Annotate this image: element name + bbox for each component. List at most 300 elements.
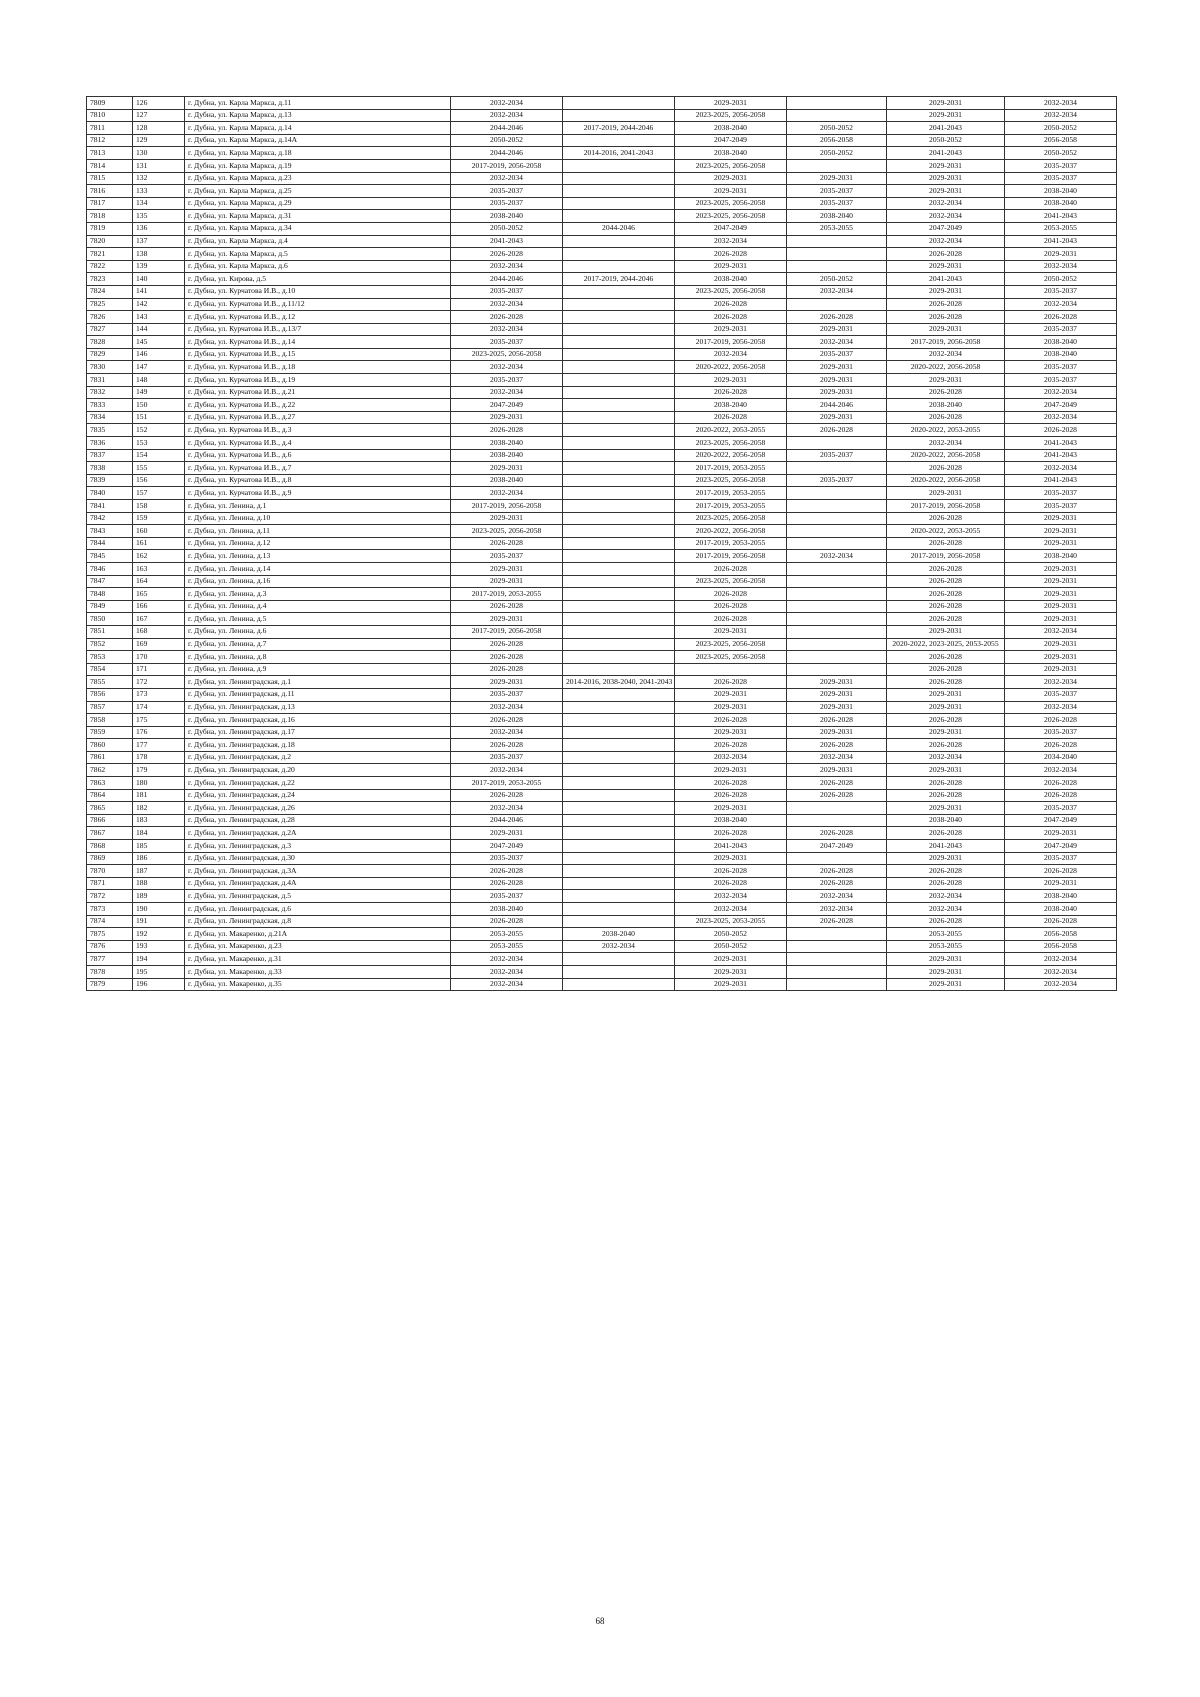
- row-period-1: 2035-2037: [451, 852, 563, 865]
- row-number: 190: [133, 903, 185, 916]
- row-period-6: 2029-2031: [1005, 600, 1117, 613]
- table-row: [87, 386, 1117, 399]
- row-address: г. Дубна, ул. Карла Маркса, д.25: [185, 185, 451, 198]
- row-period-1: 2032-2034: [451, 298, 563, 311]
- row-period-1: 2029-2031: [451, 613, 563, 626]
- row-number: 168: [133, 625, 185, 638]
- row-period-2: [563, 361, 675, 374]
- row-period-1: 2053-2055: [451, 928, 563, 941]
- row-period-4: 2032-2034: [787, 550, 887, 563]
- row-period-4: 2029-2031: [787, 676, 887, 689]
- row-code: 7827: [87, 323, 133, 336]
- row-code: 7817: [87, 197, 133, 210]
- row-address: г. Дубна, ул. Ленинградская, д.3: [185, 840, 451, 853]
- row-period-4: [787, 298, 887, 311]
- row-number: 145: [133, 336, 185, 349]
- row-code: 7865: [87, 802, 133, 815]
- row-period-6: 2032-2034: [1005, 953, 1117, 966]
- row-period-6: 2035-2037: [1005, 487, 1117, 500]
- row-period-4: [787, 525, 887, 538]
- row-code: 7832: [87, 386, 133, 399]
- row-number: 176: [133, 726, 185, 739]
- row-period-1: 2017-2019, 2053-2055: [451, 588, 563, 601]
- row-period-3: 2038-2040: [675, 399, 787, 412]
- row-period-5: 2026-2028: [887, 827, 1005, 840]
- row-period-2: [563, 487, 675, 500]
- row-code: 7879: [87, 978, 133, 991]
- row-period-6: 2038-2040: [1005, 348, 1117, 361]
- row-period-1: 2032-2034: [451, 487, 563, 500]
- row-period-5: 2026-2028: [887, 248, 1005, 261]
- table-row: [87, 437, 1117, 450]
- row-period-6: 2032-2034: [1005, 97, 1117, 110]
- table-row: [87, 248, 1117, 261]
- row-period-6: 2038-2040: [1005, 185, 1117, 198]
- row-period-2: [563, 978, 675, 991]
- row-period-6: 2029-2031: [1005, 613, 1117, 626]
- table-row: [87, 235, 1117, 248]
- row-period-3: 2020-2022, 2056-2058: [675, 449, 787, 462]
- row-period-4: 2032-2034: [787, 890, 887, 903]
- row-period-2: [563, 789, 675, 802]
- table-row: [87, 588, 1117, 601]
- row-code: 7852: [87, 638, 133, 651]
- row-period-3: 2029-2031: [675, 978, 787, 991]
- row-number: 127: [133, 109, 185, 122]
- row-period-6: 2029-2031: [1005, 638, 1117, 651]
- table-row: [87, 487, 1117, 500]
- row-period-5: 2053-2055: [887, 928, 1005, 941]
- row-address: г. Дубна, ул. Курчатова И.В., д.27: [185, 411, 451, 424]
- row-period-6: 2038-2040: [1005, 903, 1117, 916]
- row-period-1: 2047-2049: [451, 840, 563, 853]
- row-number: 134: [133, 197, 185, 210]
- row-number: 158: [133, 500, 185, 513]
- row-code: 7819: [87, 222, 133, 235]
- row-period-1: 2029-2031: [451, 411, 563, 424]
- table-row: [87, 411, 1117, 424]
- row-address: г. Дубна, ул. Карла Маркса, д.31: [185, 210, 451, 223]
- row-period-5: 2026-2028: [887, 462, 1005, 475]
- row-period-2: [563, 285, 675, 298]
- row-period-2: [563, 865, 675, 878]
- row-number: 162: [133, 550, 185, 563]
- row-period-4: 2026-2028: [787, 739, 887, 752]
- row-period-6: 2053-2055: [1005, 222, 1117, 235]
- row-period-1: 2029-2031: [451, 512, 563, 525]
- row-period-2: [563, 802, 675, 815]
- row-period-2: [563, 462, 675, 475]
- row-number: 192: [133, 928, 185, 941]
- row-code: 7846: [87, 562, 133, 575]
- table-row: [87, 500, 1117, 513]
- table-row: [87, 625, 1117, 638]
- row-number: 180: [133, 777, 185, 790]
- row-code: 7878: [87, 965, 133, 978]
- row-period-4: 2029-2031: [787, 701, 887, 714]
- row-period-5: 2029-2031: [887, 688, 1005, 701]
- row-period-2: [563, 235, 675, 248]
- row-period-4: [787, 97, 887, 110]
- row-period-1: 2047-2049: [451, 399, 563, 412]
- row-period-1: 2032-2034: [451, 323, 563, 336]
- row-address: г. Дубна, ул. Кирова, д.5: [185, 273, 451, 286]
- row-code: 7812: [87, 134, 133, 147]
- table-row: [87, 714, 1117, 727]
- row-code: 7861: [87, 751, 133, 764]
- row-period-6: 2038-2040: [1005, 550, 1117, 563]
- row-period-1: 2032-2034: [451, 701, 563, 714]
- row-period-5: 2026-2028: [887, 915, 1005, 928]
- row-period-2: [563, 386, 675, 399]
- row-code: 7840: [87, 487, 133, 500]
- row-number: 140: [133, 273, 185, 286]
- row-period-1: 2032-2034: [451, 802, 563, 815]
- row-period-6: 2035-2037: [1005, 172, 1117, 185]
- row-period-2: [563, 739, 675, 752]
- row-code: 7810: [87, 109, 133, 122]
- row-period-3: 2038-2040: [675, 273, 787, 286]
- row-period-4: [787, 512, 887, 525]
- row-period-1: 2026-2028: [451, 789, 563, 802]
- row-period-5: 2029-2031: [887, 109, 1005, 122]
- row-address: г. Дубна, ул. Ленина, д.8: [185, 651, 451, 664]
- row-period-4: [787, 814, 887, 827]
- table-row: [87, 285, 1117, 298]
- row-code: 7863: [87, 777, 133, 790]
- row-period-3: 2050-2052: [675, 940, 787, 953]
- row-code: 7847: [87, 575, 133, 588]
- row-period-2: [563, 437, 675, 450]
- row-period-3: 2026-2028: [675, 777, 787, 790]
- row-period-4: 2029-2031: [787, 323, 887, 336]
- table-row: [87, 424, 1117, 437]
- row-period-1: 2035-2037: [451, 285, 563, 298]
- row-period-2: 2017-2019, 2044-2046: [563, 273, 675, 286]
- table-row: [87, 877, 1117, 890]
- row-period-6: 2035-2037: [1005, 688, 1117, 701]
- row-period-4: [787, 953, 887, 966]
- row-period-2: [563, 336, 675, 349]
- row-period-5: 2029-2031: [887, 978, 1005, 991]
- row-period-1: 2026-2028: [451, 311, 563, 324]
- row-period-4: 2032-2034: [787, 903, 887, 916]
- table-row: [87, 789, 1117, 802]
- row-address: г. Дубна, ул. Ленина, д.4: [185, 600, 451, 613]
- row-address: г. Дубна, ул. Макаренко, д.21А: [185, 928, 451, 941]
- row-code: 7845: [87, 550, 133, 563]
- row-address: г. Дубна, ул. Ленинградская, д.13: [185, 701, 451, 714]
- table-row: [87, 739, 1117, 752]
- row-period-1: 2026-2028: [451, 877, 563, 890]
- row-period-6: 2029-2031: [1005, 877, 1117, 890]
- row-period-3: 2050-2052: [675, 928, 787, 941]
- row-number: 177: [133, 739, 185, 752]
- row-address: г. Дубна, ул. Карла Маркса, д.19: [185, 159, 451, 172]
- row-address: г. Дубна, ул. Ленинградская, д.30: [185, 852, 451, 865]
- row-period-4: [787, 562, 887, 575]
- row-period-5: 2026-2028: [887, 537, 1005, 550]
- row-number: 169: [133, 638, 185, 651]
- row-period-2: [563, 915, 675, 928]
- row-address: г. Дубна, ул. Ленинградская, д.11: [185, 688, 451, 701]
- row-code: 7828: [87, 336, 133, 349]
- row-address: г. Дубна, ул. Карла Маркса, д.34: [185, 222, 451, 235]
- row-address: г. Дубна, ул. Ленина, д.11: [185, 525, 451, 538]
- row-number: 133: [133, 185, 185, 198]
- row-code: 7868: [87, 840, 133, 853]
- row-period-6: 2032-2034: [1005, 764, 1117, 777]
- row-period-2: [563, 134, 675, 147]
- row-period-2: [563, 323, 675, 336]
- row-period-1: 2026-2028: [451, 638, 563, 651]
- row-period-5: 2047-2049: [887, 222, 1005, 235]
- row-period-2: [563, 588, 675, 601]
- row-period-1: 2032-2034: [451, 386, 563, 399]
- row-period-4: 2056-2058: [787, 134, 887, 147]
- row-period-3: 2029-2031: [675, 701, 787, 714]
- row-address: г. Дубна, ул. Ленина, д.7: [185, 638, 451, 651]
- row-number: 149: [133, 386, 185, 399]
- row-period-1: 2053-2055: [451, 940, 563, 953]
- row-period-2: [563, 399, 675, 412]
- row-period-6: 2035-2037: [1005, 159, 1117, 172]
- row-code: 7825: [87, 298, 133, 311]
- row-period-3: 2029-2031: [675, 374, 787, 387]
- row-period-5: 2029-2031: [887, 323, 1005, 336]
- row-address: г. Дубна, ул. Ленина, д.9: [185, 663, 451, 676]
- row-period-2: [563, 840, 675, 853]
- row-period-4: 2026-2028: [787, 424, 887, 437]
- table-row: [87, 676, 1117, 689]
- row-period-2: [563, 109, 675, 122]
- row-period-2: [563, 197, 675, 210]
- row-address: г. Дубна, ул. Карла Маркса, д.18: [185, 147, 451, 160]
- row-period-5: 2017-2019, 2056-2058: [887, 500, 1005, 513]
- row-period-1: 2032-2034: [451, 953, 563, 966]
- row-period-3: 2026-2028: [675, 248, 787, 261]
- row-period-1: 2026-2028: [451, 865, 563, 878]
- row-address: г. Дубна, ул. Ленина, д.12: [185, 537, 451, 550]
- row-period-2: [563, 965, 675, 978]
- row-number: 152: [133, 424, 185, 437]
- row-period-2: [563, 374, 675, 387]
- row-period-3: 2017-2019, 2053-2055: [675, 537, 787, 550]
- row-period-6: 2032-2034: [1005, 965, 1117, 978]
- row-period-3: 2026-2028: [675, 789, 787, 802]
- row-period-2: [563, 562, 675, 575]
- row-period-3: 2029-2031: [675, 726, 787, 739]
- row-number: 128: [133, 122, 185, 135]
- row-period-3: 2029-2031: [675, 172, 787, 185]
- row-period-6: 2047-2049: [1005, 399, 1117, 412]
- row-period-1: 2032-2034: [451, 260, 563, 273]
- row-period-4: 2029-2031: [787, 172, 887, 185]
- row-period-6: 2035-2037: [1005, 285, 1117, 298]
- row-code: 7823: [87, 273, 133, 286]
- row-period-3: 2023-2025, 2056-2058: [675, 197, 787, 210]
- table-row: [87, 802, 1117, 815]
- row-period-6: 2026-2028: [1005, 915, 1117, 928]
- row-period-3: 2038-2040: [675, 814, 787, 827]
- row-number: 182: [133, 802, 185, 815]
- row-period-3: 2029-2031: [675, 852, 787, 865]
- row-address: г. Дубна, ул. Карла Маркса, д.14: [185, 122, 451, 135]
- row-period-5: 2032-2034: [887, 197, 1005, 210]
- row-period-5: 2029-2031: [887, 625, 1005, 638]
- row-period-6: 2029-2031: [1005, 512, 1117, 525]
- table-row: [87, 97, 1117, 110]
- row-period-3: 2023-2025, 2056-2058: [675, 210, 787, 223]
- table-row: [87, 323, 1117, 336]
- row-period-1: 2035-2037: [451, 197, 563, 210]
- row-period-2: [563, 185, 675, 198]
- row-period-6: 2029-2031: [1005, 663, 1117, 676]
- row-period-6: 2032-2034: [1005, 260, 1117, 273]
- row-period-2: [563, 726, 675, 739]
- row-period-1: 2029-2031: [451, 575, 563, 588]
- row-address: г. Дубна, ул. Ленина, д.5: [185, 613, 451, 626]
- row-number: 179: [133, 764, 185, 777]
- row-period-3: 2029-2031: [675, 625, 787, 638]
- row-period-5: 2029-2031: [887, 764, 1005, 777]
- row-number: 138: [133, 248, 185, 261]
- row-period-3: 2029-2031: [675, 323, 787, 336]
- table-row: [87, 814, 1117, 827]
- row-period-1: 2026-2028: [451, 739, 563, 752]
- row-period-6: 2035-2037: [1005, 374, 1117, 387]
- row-period-4: [787, 260, 887, 273]
- row-period-5: 2029-2031: [887, 802, 1005, 815]
- row-period-1: 2032-2034: [451, 172, 563, 185]
- row-code: 7822: [87, 260, 133, 273]
- table-row: [87, 348, 1117, 361]
- row-period-1: 2029-2031: [451, 676, 563, 689]
- row-period-6: 2035-2037: [1005, 852, 1117, 865]
- row-period-5: 2029-2031: [887, 260, 1005, 273]
- row-period-6: 2029-2031: [1005, 525, 1117, 538]
- row-number: 185: [133, 840, 185, 853]
- table-row: [87, 550, 1117, 563]
- row-period-5: 2026-2028: [887, 411, 1005, 424]
- table-row: [87, 940, 1117, 953]
- row-number: 148: [133, 374, 185, 387]
- row-number: 163: [133, 562, 185, 575]
- row-number: 142: [133, 298, 185, 311]
- row-period-2: [563, 311, 675, 324]
- row-period-5: 2026-2028: [887, 777, 1005, 790]
- row-period-2: [563, 97, 675, 110]
- row-period-4: 2035-2037: [787, 474, 887, 487]
- row-period-6: 2026-2028: [1005, 739, 1117, 752]
- row-period-2: [563, 512, 675, 525]
- row-period-5: 2041-2043: [887, 840, 1005, 853]
- row-code: 7859: [87, 726, 133, 739]
- row-period-6: 2032-2034: [1005, 701, 1117, 714]
- row-period-2: [563, 210, 675, 223]
- row-number: 195: [133, 965, 185, 978]
- row-period-6: 2032-2034: [1005, 676, 1117, 689]
- row-code: 7873: [87, 903, 133, 916]
- row-code: 7872: [87, 890, 133, 903]
- row-period-4: 2029-2031: [787, 411, 887, 424]
- row-period-5: 2026-2028: [887, 575, 1005, 588]
- row-period-5: 2026-2028: [887, 613, 1005, 626]
- row-period-3: 2026-2028: [675, 298, 787, 311]
- row-period-6: 2026-2028: [1005, 865, 1117, 878]
- row-address: г. Дубна, ул. Ленина, д.10: [185, 512, 451, 525]
- row-number: 160: [133, 525, 185, 538]
- row-address: г. Дубна, ул. Карла Маркса, д.6: [185, 260, 451, 273]
- row-address: г. Дубна, ул. Карла Маркса, д.29: [185, 197, 451, 210]
- row-period-3: 2026-2028: [675, 613, 787, 626]
- row-period-4: 2050-2052: [787, 147, 887, 160]
- row-period-4: 2029-2031: [787, 726, 887, 739]
- row-period-4: [787, 575, 887, 588]
- row-period-4: 2035-2037: [787, 197, 887, 210]
- row-period-5: 2026-2028: [887, 588, 1005, 601]
- row-code: 7858: [87, 714, 133, 727]
- row-code: 7866: [87, 814, 133, 827]
- row-period-1: 2017-2019, 2056-2058: [451, 159, 563, 172]
- row-number: 196: [133, 978, 185, 991]
- row-period-2: [563, 877, 675, 890]
- row-code: 7831: [87, 374, 133, 387]
- row-period-6: 2050-2052: [1005, 147, 1117, 160]
- row-period-4: 2038-2040: [787, 210, 887, 223]
- row-period-3: 2023-2025, 2056-2058: [675, 638, 787, 651]
- row-code: 7870: [87, 865, 133, 878]
- row-period-2: [563, 903, 675, 916]
- row-period-6: 2035-2037: [1005, 361, 1117, 374]
- row-period-2: [563, 550, 675, 563]
- row-period-4: 2029-2031: [787, 764, 887, 777]
- row-period-5: 2020-2022, 2056-2058: [887, 361, 1005, 374]
- row-period-3: 2023-2025, 2056-2058: [675, 651, 787, 664]
- table-row: [87, 197, 1117, 210]
- table-row: [87, 336, 1117, 349]
- row-number: 175: [133, 714, 185, 727]
- row-period-5: 2026-2028: [887, 714, 1005, 727]
- table-row: [87, 273, 1117, 286]
- row-period-5: 2029-2031: [887, 701, 1005, 714]
- row-number: 143: [133, 311, 185, 324]
- row-code: 7844: [87, 537, 133, 550]
- row-period-3: 2026-2028: [675, 411, 787, 424]
- row-period-1: 2026-2028: [451, 600, 563, 613]
- row-period-2: [563, 449, 675, 462]
- row-period-3: 2023-2025, 2056-2058: [675, 512, 787, 525]
- row-period-2: [563, 500, 675, 513]
- row-period-5: 2017-2019, 2056-2058: [887, 336, 1005, 349]
- row-code: 7842: [87, 512, 133, 525]
- row-address: г. Дубна, ул. Макаренко, д.31: [185, 953, 451, 966]
- row-period-3: [675, 663, 787, 676]
- row-period-3: 2026-2028: [675, 877, 787, 890]
- table-row: [87, 159, 1117, 172]
- register-table-body: [87, 97, 1117, 991]
- row-number: 172: [133, 676, 185, 689]
- row-period-2: [563, 663, 675, 676]
- row-period-2: 2038-2040: [563, 928, 675, 941]
- row-address: г. Дубна, ул. Курчатова И.В., д.8: [185, 474, 451, 487]
- row-address: г. Дубна, ул. Курчатова И.В., д.18: [185, 361, 451, 374]
- row-period-6: 2035-2037: [1005, 323, 1117, 336]
- row-period-5: 2026-2028: [887, 789, 1005, 802]
- row-address: г. Дубна, ул. Курчатова И.В., д.19: [185, 374, 451, 387]
- row-address: г. Дубна, ул. Курчатова И.В., д.6: [185, 449, 451, 462]
- table-row: [87, 928, 1117, 941]
